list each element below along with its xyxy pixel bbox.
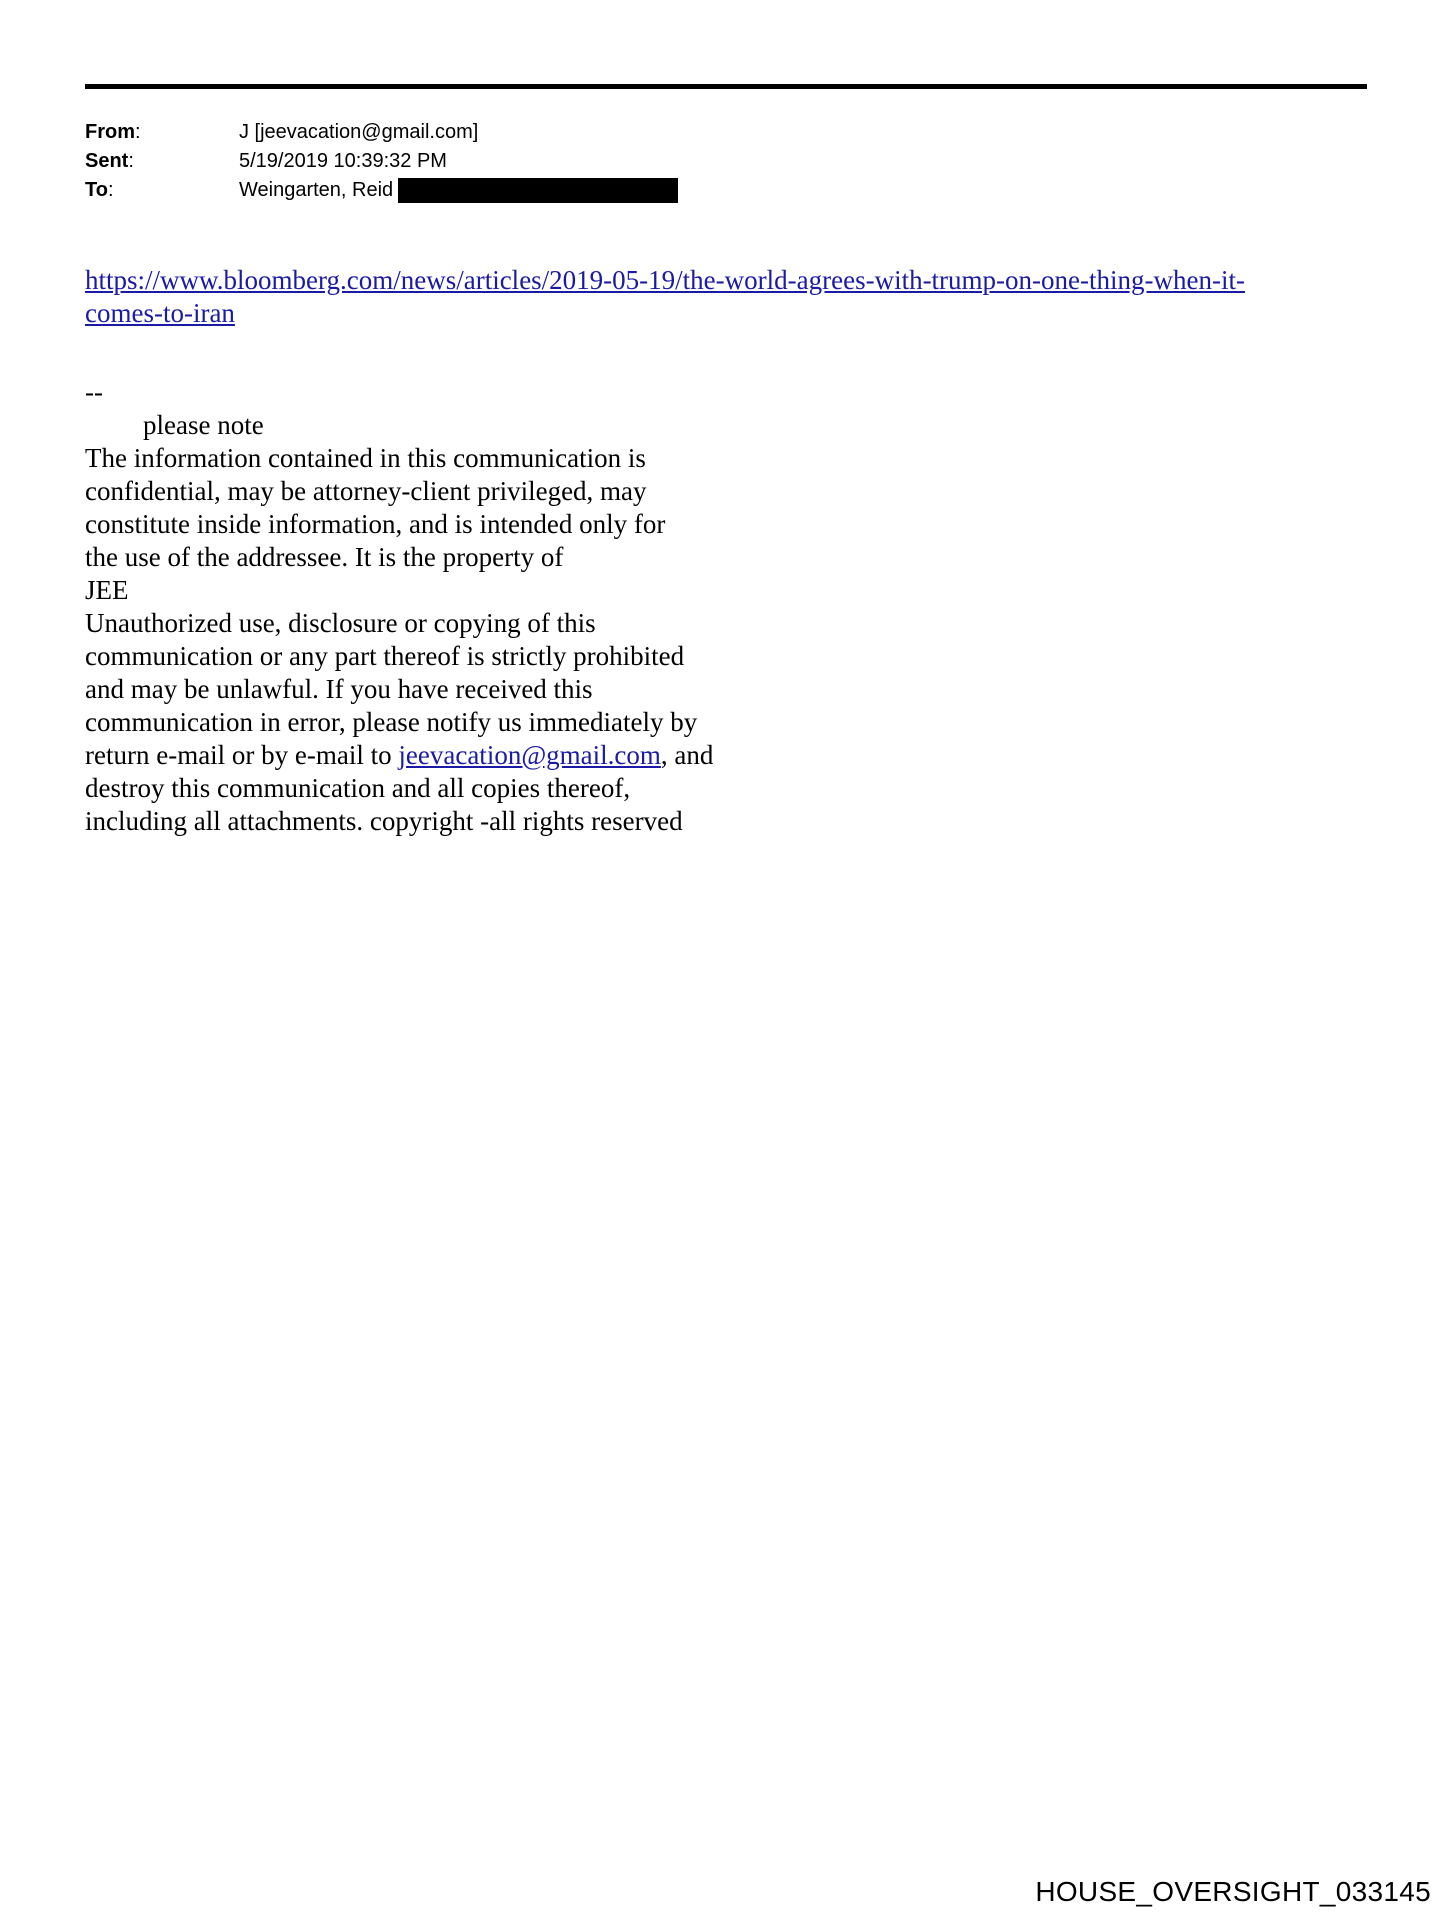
disclaimer-line: the use of the addressee. It is the property of [85, 542, 564, 572]
disclaimer-line: destroy this communication and all copies thereof, [85, 773, 631, 803]
sent-row [85, 147, 678, 176]
please-note: please note [143, 410, 264, 440]
from-value: J [jeevacation@gmail.com] [239, 121, 479, 143]
from-label: From: [85, 121, 141, 143]
contact-email-link[interactable]: jeevacation@gmail.com [398, 740, 661, 770]
disclaimer-line: including all attachments. copyright -all rights reserved [85, 806, 683, 836]
sent-label: Sent: [85, 150, 134, 172]
disclaimer-line: confidential, may be attorney-client privileged, may [85, 476, 647, 506]
disclaimer-line: constitute inside information, and is intended only for [85, 509, 666, 539]
article-link-line-1[interactable]: https://www.bloomberg.com/news/articles/2019-05-19/the-world-agrees-with-trump-on-one-thing-when-it- [85, 265, 1245, 295]
article-link-block [85, 264, 1345, 330]
disclaimer [85, 442, 1345, 838]
disclaimer-line: communication or any part thereof is strictly prohibited [85, 641, 685, 671]
return-prefix: return e-mail or by e-mail to [85, 740, 399, 770]
return-suffix: , and [660, 740, 714, 770]
from-row [85, 118, 678, 147]
to-row [85, 176, 678, 205]
disclaimer-line: The information contained in this communication is [85, 443, 646, 473]
article-link-line-2[interactable]: comes-to-iran [85, 298, 235, 328]
redaction-bar [398, 178, 678, 203]
disclaimer-line: Unauthorized use, disclosure or copying of this [85, 608, 596, 638]
to-value [239, 176, 678, 205]
disclaimer-line: and may be unlawful. If you have received this [85, 674, 593, 704]
signature-separator: -- [85, 377, 103, 407]
to-label: To: [85, 179, 114, 201]
sent-value: 5/19/2019 10:39:32 PM [239, 150, 447, 172]
email-body [85, 264, 1345, 838]
disclaimer-line-return [85, 739, 1345, 772]
disclaimer-line: communication in error, please notify us immediately by [85, 707, 698, 737]
bates-number: HOUSE_OVERSIGHT_033145 [1035, 1876, 1431, 1907]
to-name: Weingarten, Reid [239, 179, 394, 201]
header-rule [85, 84, 1367, 89]
email-header [85, 118, 678, 205]
disclaimer-line: JEE [85, 575, 129, 605]
